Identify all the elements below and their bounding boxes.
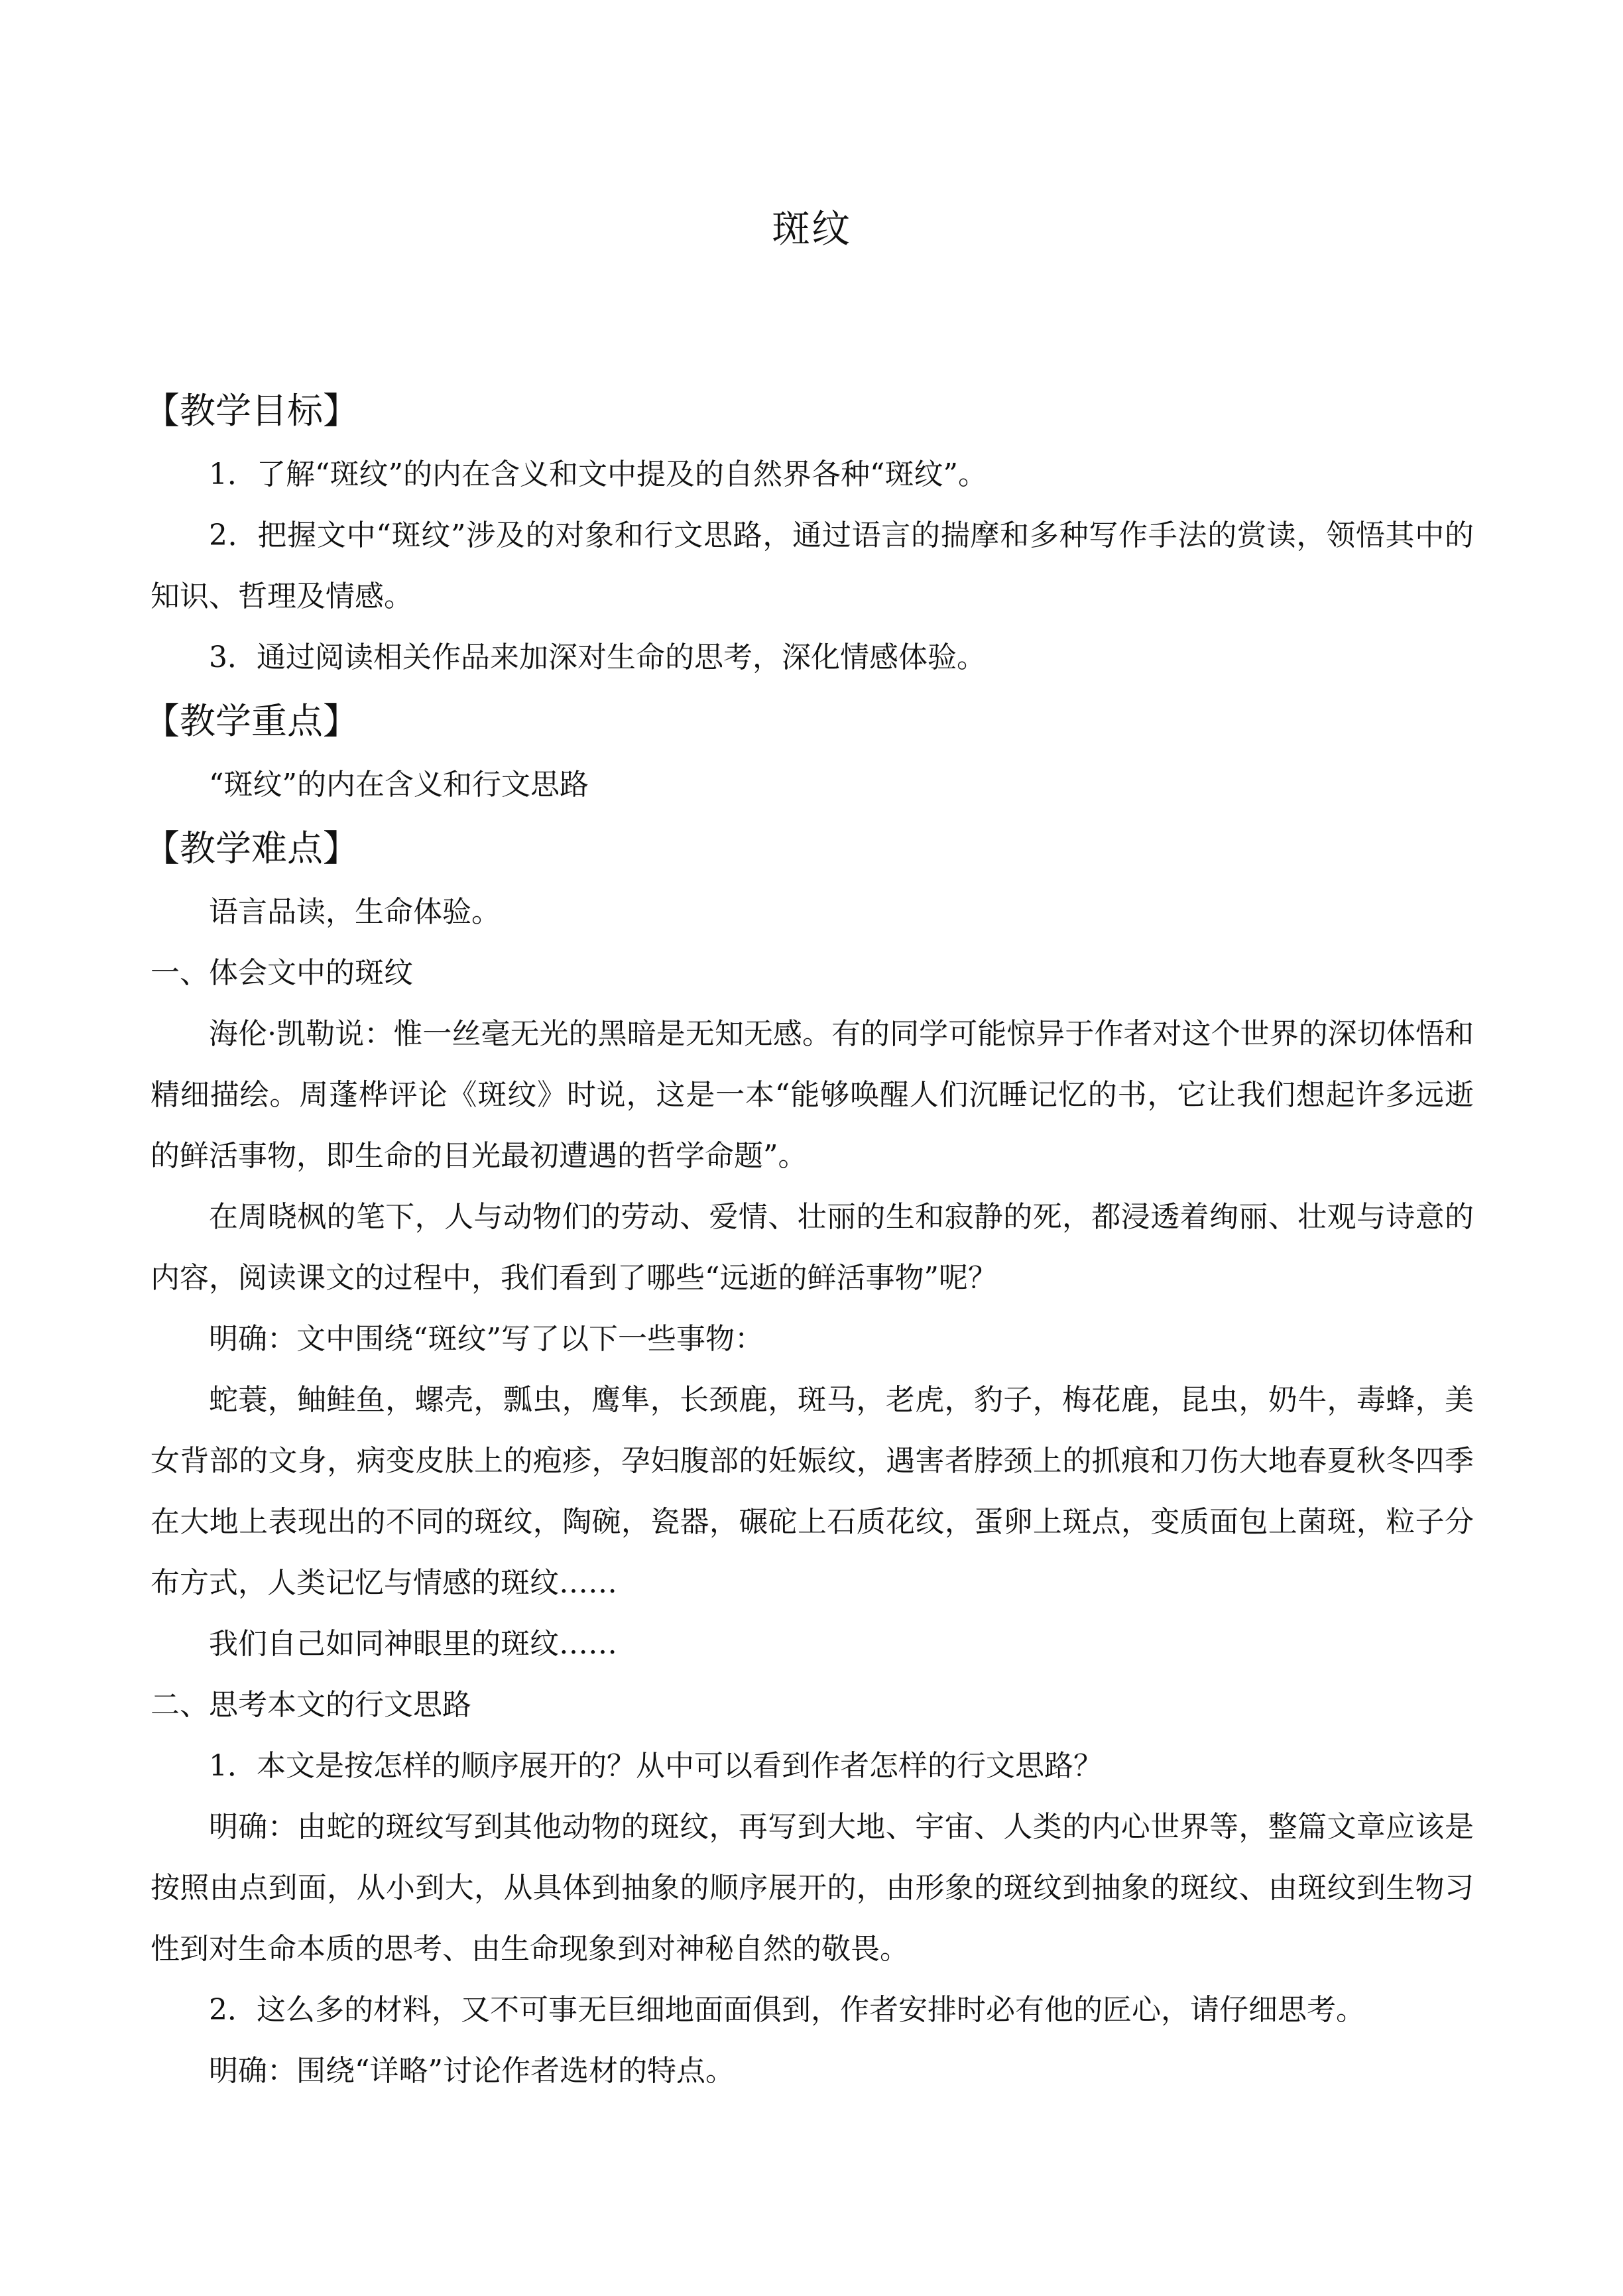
teaching-key-text: “斑纹”的内在含义和行文思路 [209,768,589,802]
teaching-difficulty-text: 语言品读，生命体验。 [209,895,501,929]
document-body [144,378,1474,2102]
teaching-key-heading: 【教学重点】 [144,700,359,742]
part-two-heading: 二、思考本文的行文思路 [150,1688,471,1722]
goal-item: 1．了解“斑纹”的内在含义和文中提及的自然界各种“斑纹”。 [209,457,987,491]
part-one-paragraph: 在周晓枫的笔下，人与动物们的劳动、爱情、壮丽的生和寂静的死，都浸透着绚丽、壮观与诗意的内容，阅读课文的过程中，我们看到了哪些“远逝的鲜活事物”呢？ [150,1200,1474,1295]
part-two-paragraph: 1．本文是按怎样的顺序展开的？从中可以看到作者怎样的行文思路？ [209,1749,1103,1783]
document-title: 斑纹 [771,206,851,251]
part-one-heading: 一、体会文中的斑纹 [150,956,413,990]
part-two-paragraph: 明确：围绕“详略”讨论作者选材的特点。 [209,2054,735,2088]
goal-item: 3．通过阅读相关作品来加深对生命的思考，深化情感体验。 [209,640,986,674]
part-one-paragraph: 明确：文中围绕“斑纹”写了以下一些事物： [209,1322,764,1356]
part-one-paragraph: 蛇蓑，鲉鲑鱼，螺壳，瓢虫，鹰隼，长颈鹿，斑马，老虎，豹子，梅花鹿，昆虫，奶牛，毒蜂，美女背部的文身，病变皮肤上的疱疹，孕妇腹部的妊娠纹，遇害者脖颈上的抓痕和刀伤大地春夏秋冬四季在大地上表现出的不同的斑纹，陶碗，瓷器，碾砣上石质花纹，蛋卵上斑点，变质面包上菌斑，粒子分布方式，人类记忆与情感的斑纹…… [150,1383,1474,1600]
part-two-paragraph: 明确：由蛇的斑纹写到其他动物的斑纹，再写到大地、宇宙、人类的内心世界等，整篇文章应该是按照由点到面，从小到大，从具体到抽象的顺序展开的，由形象的斑纹到抽象的斑纹、由斑纹到生物习性到对生命本质的思考、由生命现象到对神秘自然的敬畏。 [150,1810,1474,1966]
part-one-paragraph: 海伦·凯勒说：惟一丝毫无光的黑暗是无知无感。有的同学可能惊异于作者对这个世界的深切体悟和精细描绘。周蓬桦评论《斑纹》时说，这是一本“能够唤醒人们沉睡记忆的书，它让我们想起许多远逝的鲜活事物，即生命的目光最初遭遇的哲学命题”。 [150,1017,1474,1173]
teaching-goals-heading: 【教学目标】 [144,390,359,432]
teaching-difficulty-heading: 【教学难点】 [144,827,359,869]
goal-item: 2．把握文中“斑纹”涉及的对象和行文思路，通过语言的揣摩和多种写作手法的赏读，领悟其中的知识、哲理及情感。 [150,518,1474,613]
part-two-paragraph: 2．这么多的材料，又不可事无巨细地面面俱到，作者安排时必有他的匠心，请仔细思考。 [209,1993,1365,2027]
part-one-paragraph: 我们自己如同神眼里的斑纹…… [209,1627,617,1661]
